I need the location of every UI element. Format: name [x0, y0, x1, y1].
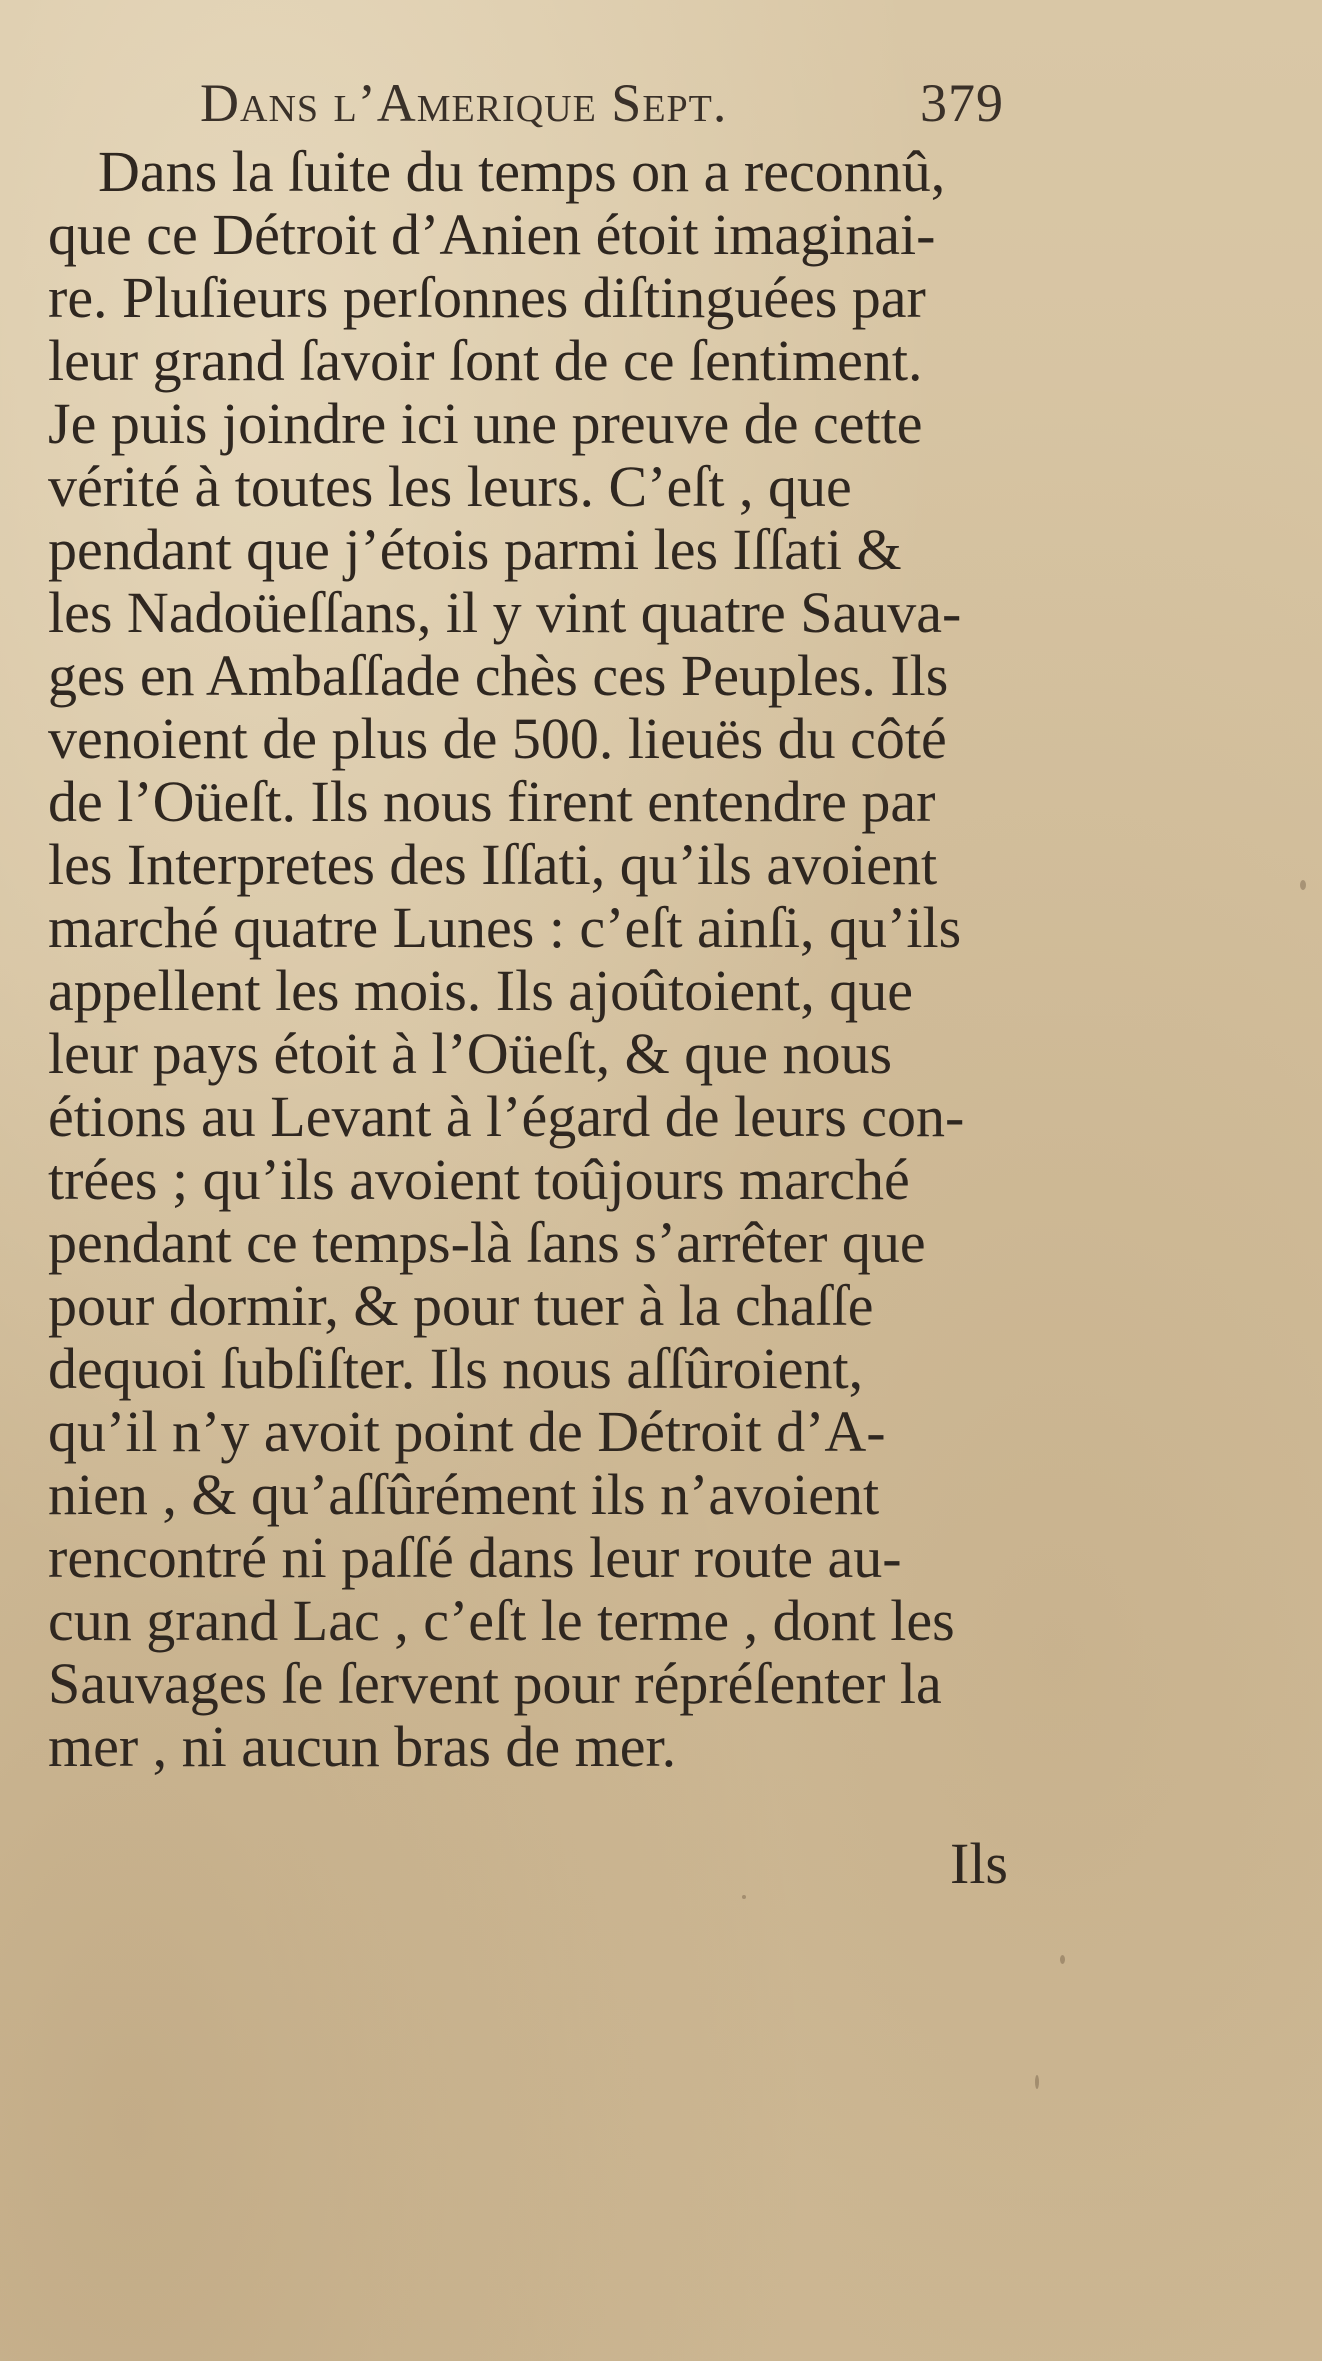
- text-line: pendant que j’étois parmi les Iſſati &: [48, 517, 902, 582]
- text-line: pendant ce temps-là ſans s’arrêter que: [48, 1210, 926, 1275]
- text-line: trées ; qu’ils avoient toûjours marché: [48, 1147, 910, 1212]
- text-line: appellent les mois. Ils ajoûtoient, que: [48, 958, 913, 1023]
- text-line: mer , ni aucun bras de mer.: [48, 1714, 677, 1779]
- text-line: cun grand Lac , c’eſt le terme , dont les: [48, 1588, 955, 1653]
- page-number: 379: [920, 73, 1004, 133]
- text-line: leur pays étoit à l’Oüeſt, & que nous: [48, 1021, 893, 1086]
- text-line: vérité à toutes les leurs. C’eſt , que: [48, 454, 852, 519]
- text-line: venoient de plus de 500. lieuës du côté: [48, 706, 947, 771]
- text-line: de l’Oüeſt. Ils nous firent entendre par: [48, 769, 936, 834]
- text-line: rencontré ni paſſé dans leur route au-: [48, 1525, 902, 1590]
- catchword: Ils: [950, 1831, 1008, 1896]
- paper-speck: [1060, 1955, 1065, 1964]
- text-line: les Interpretes des Iſſati, qu’ils avoient: [48, 832, 938, 897]
- text-line: pour dormir, & pour tuer à la chaſſe: [48, 1273, 874, 1338]
- text-line: dequoi ſubſiſter. Ils nous aſſûroient,: [48, 1336, 864, 1401]
- text-line: étions au Levant à l’égard de leurs con-: [48, 1084, 965, 1149]
- text-line: que ce Détroit d’Anien étoit imaginai-: [48, 202, 936, 267]
- text-line: leur grand ſavoir ſont de ce ſentiment.: [48, 328, 923, 393]
- text-line: Je puis joindre ici une preuve de cette: [48, 391, 923, 456]
- running-title: Dans l’Amerique Sept.: [200, 73, 728, 133]
- text-line: qu’il n’y avoit point de Détroit d’A-: [48, 1399, 886, 1464]
- text-line: re. Pluſieurs perſonnes diſtinguées par: [48, 265, 926, 330]
- text-line: nien , & qu’aſſûrément ils n’avoient: [48, 1462, 880, 1527]
- text-line: Sauvages ſe ſervent pour répréſenter la: [48, 1651, 942, 1716]
- text-line: Dans la ſuite du temps on a reconnû,: [98, 139, 946, 204]
- paper-speck: [742, 1895, 746, 1899]
- paper-speck: [1035, 2075, 1039, 2089]
- text-line: les Nadoüeſſans, il y vint quatre Sauva-: [48, 580, 962, 645]
- text-line: marché quatre Lunes : c’eſt ainſi, qu’ils: [48, 895, 962, 960]
- text-line: ges en Ambaſſade chès ces Peuples. Ils: [48, 643, 949, 708]
- paper-speck: [1300, 880, 1306, 890]
